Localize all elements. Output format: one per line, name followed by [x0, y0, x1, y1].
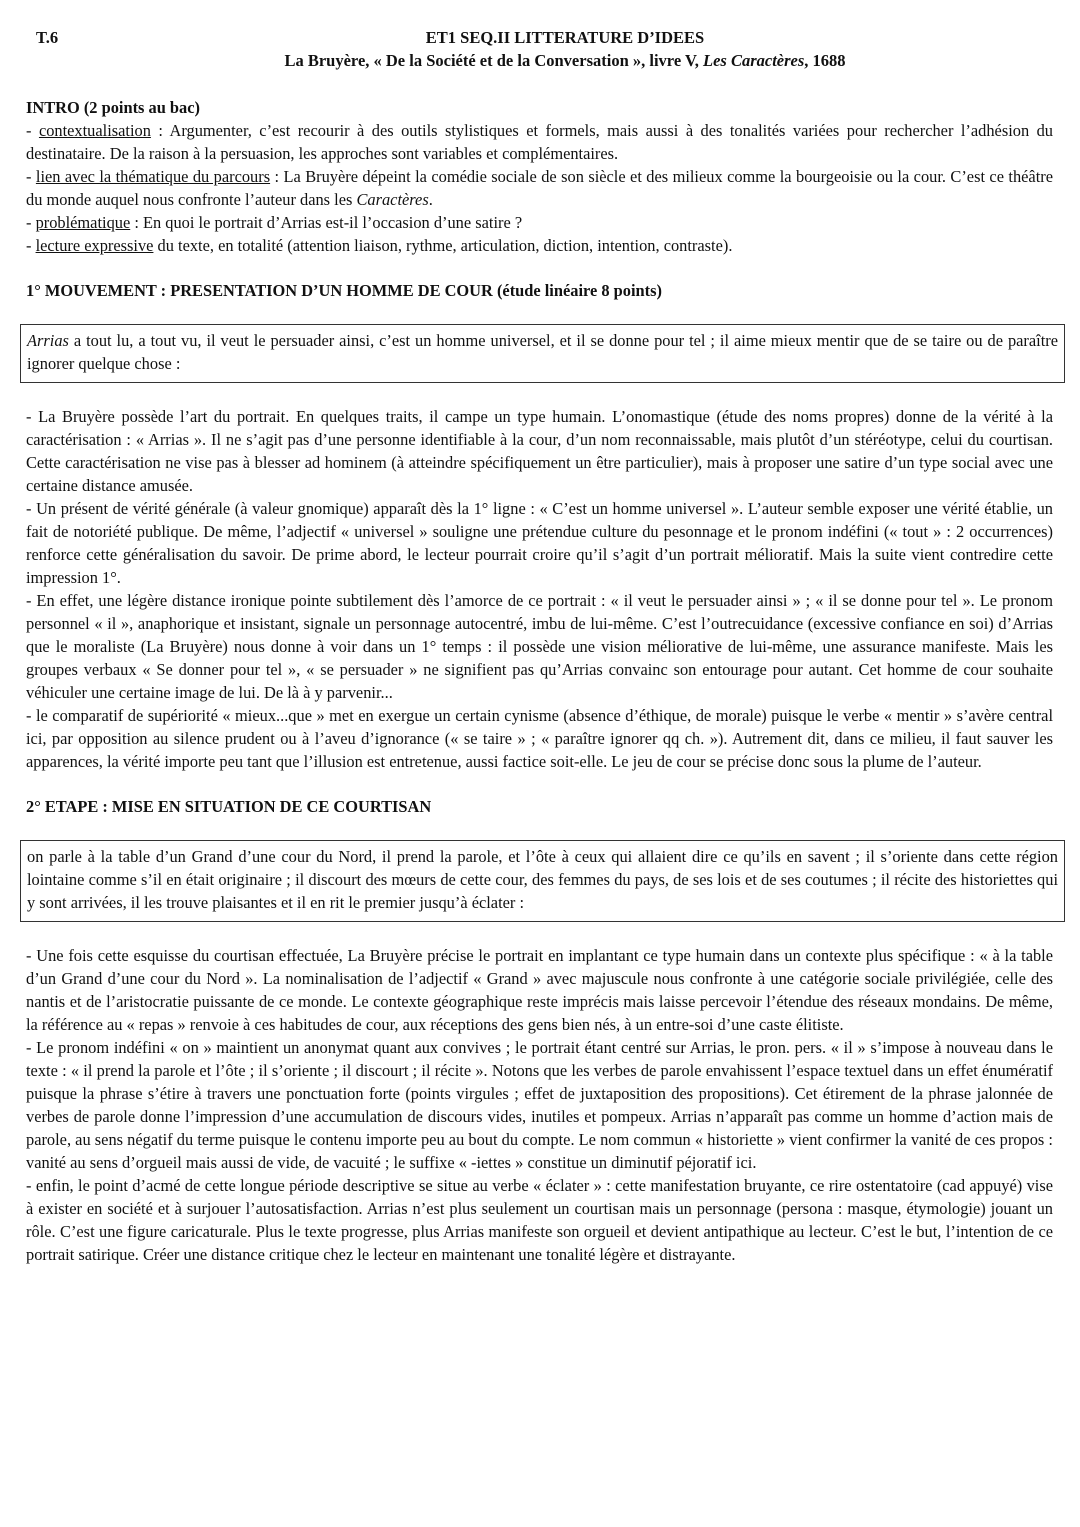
analysis-paragraph: - Le pronom indéfini « on » maintient un anonymat quant aux convives ; le portrait étant centré sur Arrias, le pron. pers. « il » s’impose à nouveau dans le texte : « il prend la parole et l’ôte ; il s’oriente ; il discourt ; il récite ». Notons que les verbes de parole envahissent l’espace textuel dans un effet énumératif puisque la phrase s’étire à travers une ponctuation forte (points virgules ; effet de juxtaposition des propositions). Cet étirement de la phrase jalonnée de verbes de parole donne l’impression d’une accumulation de discours vides, inutiles et pompeux. Arrias n’apparaît pas comme un homme d’action mais de parole, au sens négatif du terme puisque le contenu importe peu au bout du compte. Le nom commun « historiette » vient confirmer la vanité de ces propos : vanité au sens d’orgueil mais aussi de vide, de vacuité ; le suffixe « -iettes » constitue un diminutif péjoratif ici.: [26, 1038, 1053, 1172]
title-line-2-post: , 1688: [804, 51, 846, 70]
text-number: T.6: [36, 28, 59, 47]
document-title: [0, 26, 1080, 72]
analysis-paragraph: - Une fois cette esquisse du courtisan effectuée, La Bruyère précise le portrait en implantant ce type humain dans un contexte plus spécifique : « à la table d’un Grand d’une cour du Nord ». La nominalisation de l’adjectif « Grand » avec majuscule nous confronte à une catégorie sociale privilégiée, celle des nantis et de l’aristocratie puissante de ce monde. Le contexte géographique reste imprécis mais laisse percevoir l’étendue des réseaux mondains. De même, la référence au « repas » renvoie à ces habitudes de cour, aux réceptions des gens bien nés, à un entre-soi d’une caste élitiste.: [26, 946, 1053, 1034]
analysis-paragraph: - enfin, le point d’acmé de cette longue période descriptive se situe au verbe « éclater » : cette manifestation bruyante, ce rire ostentatoire (cad appuyé) vise à exister en société et à surjouer l’autosatisfaction. Arrias n’est plus seulement un courtisan mais un personnage (persona : masque, étymologie) jouant un rôle. C’est une figure caricaturale. Plus le texte progresse, plus Arrias manifeste son orgueil et devient antipathique au lecteur. C’est le but, l’intention de ce portrait satirique. Créer une distance critique chez le lecteur en maintenant une tonalité légère et distrayante.: [26, 1176, 1053, 1264]
dash: -: [26, 236, 36, 255]
intro-item: [26, 234, 1053, 257]
intro-item-text: du texte, en totalité (attention liaison, rythme, articulation, diction, intention, contraste).: [153, 236, 733, 255]
intro-item-text: : En quoi le portrait d’Arrias est-il l’occasion d’une satire ?: [130, 213, 523, 232]
intro-item-label: lecture expressive: [35, 236, 154, 255]
analysis-paragraph: - En effet, une légère distance ironique pointe subtilement dès l’amorce de ce portrait : « il veut le persuader ainsi » ; « il se donne pour tel ». Le pronom personnel « il », anaphorique et insistant, signale un personnage autocentré, imbu de lui-même. C’est l’outrecuidance (excessive confiance en soi) d’Arrias que le moraliste (La Bruyère) nous donne à voir dans un 1° temps : il possède une vision méliorative de lui-même, une assurance manifeste. Mais les groupes verbaux « Se donner pour tel », « se persuader » ne signifient pas qu’Arrias convainc son entourage pour autant. Cet homme de cour souhaite véhiculer une certaine image de lui. De là à y parvenir...: [26, 591, 1053, 702]
quote-box-1: [20, 324, 1065, 383]
intro-item: [26, 211, 1053, 234]
quote-box-2: [20, 840, 1065, 922]
quote-1-text: a tout lu, a tout vu, il veut le persuader ainsi, c’est un homme universel, et il se donne pour tel ; il aime mieux mentir que de se taire ou de paraître ignorer quelque chose :: [27, 331, 1058, 373]
dash: -: [26, 121, 39, 140]
dash: -: [26, 213, 36, 232]
quote-1: [27, 329, 1058, 375]
intro-item-tail: .: [428, 190, 433, 209]
intro-item-label: problématique: [35, 213, 131, 232]
analysis-paragraph: - La Bruyère possède l’art du portrait. En quelques traits, il campe un type humain. L’onomastique (étude des noms propres) donne de la vérité à la caractérisation : « Arrias ». Il ne s’agit pas d’une personne identifiable à la cour, d’un nom reconnaissable, mais plutôt d’un stéréotype, celui du courtisan. Cette caractérisation ne vise pas à blesser ad hominem (à atteindre spécifiquement un être particulier), mais à proposer une satire d’un type social avec une certaine distance amusée.: [26, 407, 1053, 495]
intro-item-text: : Argumenter, c’est recourir à des outils stylistiques et formels, mais aussi à des tonalités variées pour rechercher l’adhésion du destinataire. De la raison à la persuasion, les approches sont variables et complémentaires.: [26, 121, 1053, 163]
title-line-2: [50, 49, 1080, 72]
analysis-paragraph: - le comparatif de supériorité « mieux...que » met en exergue un certain cynisme (absence d’éthique, de morale) puisque le verbe « mentir » s’avère central ici, par opposition au silence prudent ou à l’aveu d’ignorance (« se taire » ; « paraître ignorer qq ch. »). Autrement dit, dans ce milieu, il faut sauver les apparences, la vérité importe peu tant que l’illusion est entretenue, aussi factice soit-elle. Le jeu de cour se précise donc sous la plume de l’auteur.: [26, 706, 1053, 771]
title-line-2-work: Les Caractères: [703, 51, 805, 70]
intro-item-em: Caractères: [356, 190, 429, 209]
quote-2: on parle à la table d’un Grand d’une cour du Nord, il prend la parole, et l’ôte à ceux qui allaient dire ce qu’ils en savent ; il s’oriente dans cette région lointaine comme s’il en était originaire ; il discourt des mœurs de cette cour, des femmes du pays, de ses lois et de ses coutumes ; il récite des historiettes qui y sont arrivées, il les trouve plaisantes et il en rit le premier jusqu’à éclater :: [27, 847, 1058, 912]
quote-1-name: Arrias: [27, 331, 69, 350]
title-line-2-pre: La Bruyère, « De la Société et de la Conversation », livre V,: [284, 51, 704, 70]
title-line-1: ET1 SEQ.II LITTERATURE D’IDEES: [425, 28, 705, 47]
movement-2-heading: 2° ETAPE : MISE EN SITUATION DE CE COURTISAN: [26, 797, 432, 816]
movement-1-heading: 1° MOUVEMENT : PRESENTATION D’UN HOMME DE COUR (étude linéaire 8 points): [26, 281, 662, 300]
analysis-paragraph: - Un présent de vérité générale (à valeur gnomique) apparaît dès la 1° ligne : « C’est un homme universel ». L’auteur semble exposer une vérité établie, un fait de notoriété publique. De même, l’adjectif « universel » souligne une prétendue culture du pesonnage et le pronom indéfini (« tout » : 2 occurrences) renforce cette généralisation du savoir. De prime abord, le lecteur pourrait croire qu’il s’agit d’un portrait mélioratif. Mais la suite vient contredire cette impression 1°.: [26, 499, 1053, 587]
intro-heading: INTRO (2 points au bac): [26, 98, 200, 117]
dash: -: [26, 167, 36, 186]
intro-item: [26, 119, 1053, 165]
document-body: [26, 96, 1058, 1266]
intro-item: [26, 165, 1053, 211]
intro-item-label: contextualisation: [38, 121, 151, 140]
intro-item-text: : La Bruyère dépeint la comédie sociale de son siècle et des milieux comme la bourgeoisie ou la cour. C’est ce théâtre du monde auquel nous confronte l’auteur dans les: [26, 167, 1053, 209]
intro-item-label: lien avec la thématique du parcours: [35, 167, 271, 186]
